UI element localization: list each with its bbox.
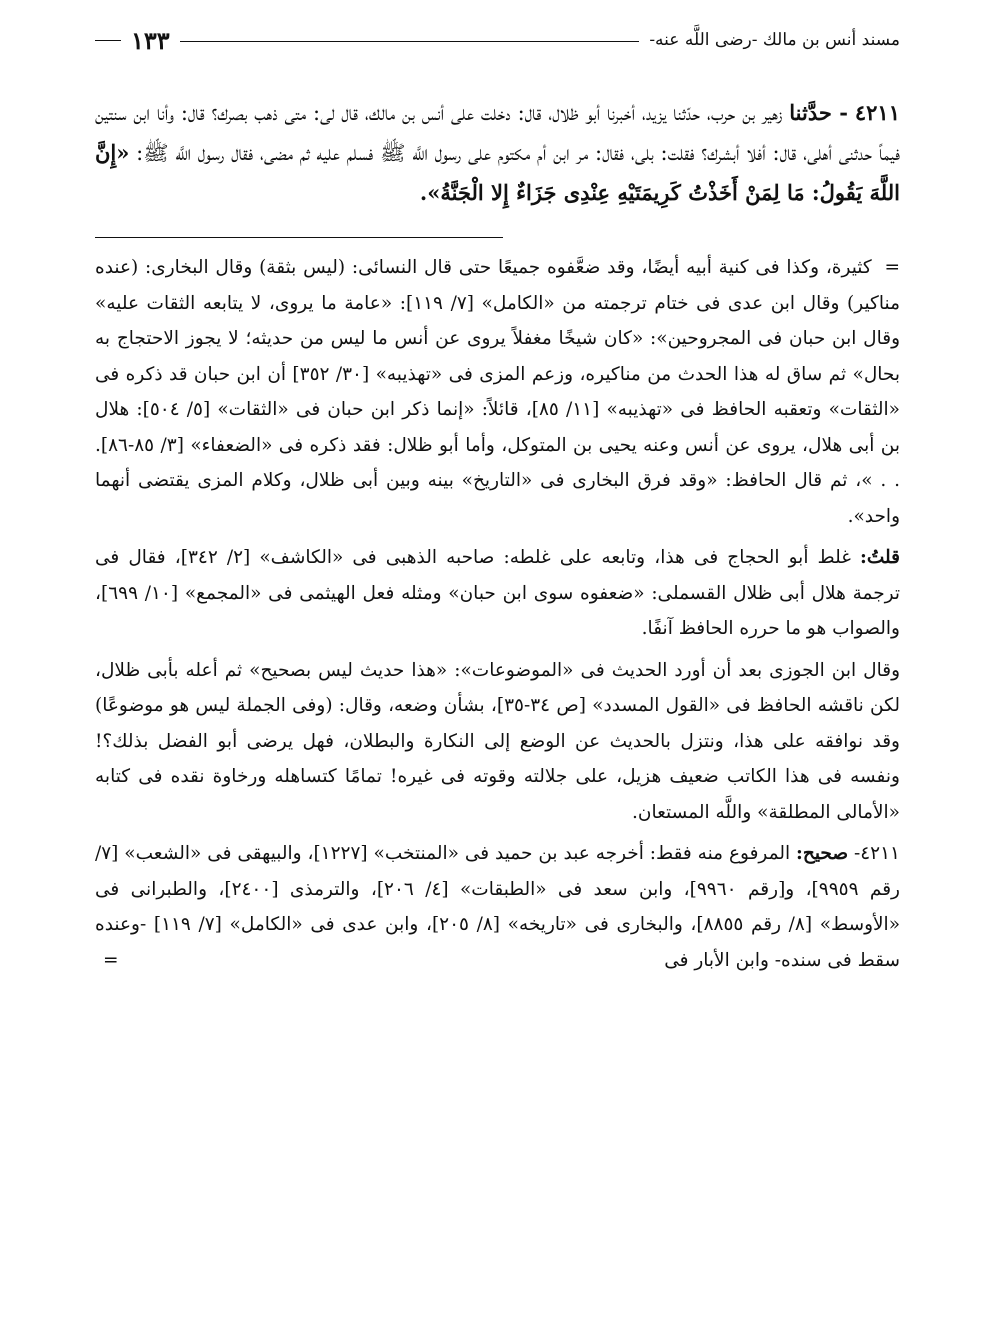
footnote-lead: قلتُ: xyxy=(860,547,900,568)
footnote-text: وقال ابن الجوزى بعد أن أورد الحديث فى «الموضوعات»: «هذا حديث ليس بصحيح» ثم أعله بأبى ظلال، لكن ناقشه الحافظ فى «القول المسدد» [ص ٣٤-٣٥]، بشأن وضعه، وقال: (وفى الجملة ليس هو موضوعًا) وقد نوافقه على هذا، ونتزل بالحديث عن الوضع إلى النكارة والبطلان، فهل يرضى أبو الفضل بذلك؟! ونفسه فى هذا الكاتب ضعيف هزيل، على جلالته وقوته فى غيره! تمامًا كتساهله ورخاوة نقده فى كتابه «الأمالى المطلقة» واللَّه المستعان. xyxy=(95,659,900,823)
continuation-mark: = xyxy=(884,257,900,278)
takhrij-number: ٤٢١١- xyxy=(853,843,900,864)
hadith-text xyxy=(95,93,900,213)
hadith-lead: - حدَّثنا xyxy=(789,100,849,125)
hadith-lead-word: حدَّثنا xyxy=(789,100,832,125)
book-page xyxy=(95,20,900,1320)
footnote-paragraph xyxy=(95,836,900,978)
footnote-text: المرفوع منه فقط: أخرجه عبد بن حميد فى «المنتخب» [١٢٢٧]، والبيهقى فى «الشعب» [٧/ رقم ٩٩٥٩]، و[رقم ٩٩٦٠]، وابن سعد فى «الطبقات» [٤/ ٢٠٦]، والترمذى [٢٤٠٠]، والطبرانى فى «الأوسط» [٨/ رقم ٨٨٥٥]، والبخارى فى «تاريخه» [٨/ ٢٠٥]، وابن عدى فى «الكامل» [٧/ ١١٩] -وعنده سقط فى سنده- وابن الأبار فى xyxy=(95,843,901,971)
footnote-paragraph xyxy=(95,653,900,831)
footnote-separator xyxy=(95,237,503,238)
header-dash xyxy=(95,40,121,41)
footnote-paragraph xyxy=(95,250,900,534)
hadith-chain: زهير بن حرب، حدّثنا يزيد، أخبرنا أبو ظلال، قال: دخلت على أنس بن مالك، قال لى: متى ذهب بصرك؟ قال: وأنا ابن سنتين فيماً حدثنى أهلى، قال: أفلا أبشرك؟ فقلت: بلى، فقال: مر ابن أم مكتوم على رسول اللَّه ﷺ فسلم عليه ثم مضى، فقال رسول اللَّه ﷺ: xyxy=(95,101,900,165)
footnote-paragraph xyxy=(95,540,900,647)
hadith-grade: صحيح: xyxy=(796,843,849,864)
page-number: ١٣٣ xyxy=(131,25,170,55)
page-header xyxy=(95,20,900,60)
hadith-number: ٤٢١١ xyxy=(854,100,900,125)
continuation-mark: = xyxy=(103,949,119,971)
footnote-text: غلط أبو الحجاج فى هذا، وتابعه على غلطه: صاحبه الذهبى فى «الكاشف» [٢/ ٣٤٢]، فقال فى ترجمة هلال أبى ظلال القسملى: «ضعفوه سوى ابن حبان» ومثله فعل الهيثمى فى «المجمع» [١٠/ ٦٩٩]، والصواب هو ما حرره الحافظ آنفًا. xyxy=(95,547,900,639)
hadith-quote: «إِنَّ اللَّهَ يَقُولُ: مَا لِمَنْ أَخَذْتُ كَرِيمَتَيْهِ عِنْدِى جَزَاءٌ إِلا الْجَنَّةُ». xyxy=(95,140,900,205)
footnote-text: كثيرة، وكذا فى كنية أبيه أيضًا، وقد ضعَّفوه جميعًا حتى قال النسائى: (ليس بثقة) وقال البخارى: (عنده مناكير) وقال ابن عدى فى ختام ترجمته من «الكامل» [٧/ ١١٩]: «عامة ما يروى، لا يتابعه الثقات عليه» وقال ابن حبان فى المجروحين»: «كان شيخًا مغفلاً يروى عن أنس ما ليس من حديثه؛ لا يجوز الاحتجاج به بحال» ثم ساق له هذا الحدث من مناكيره، وزعم المزى فى «تهذيبه» [٣٠/ ٣٥٢] أن ابن حبان قد ذكره فى «الثقات» وتعقبه الحافظ فى «تهذيبه» [١١/ ٨٥]، قائلاً: «إنما ذكر ابن حبان فى «الثقات» [٥/ ٥٠٤]: هلال بن أبى هلال، يروى عن أنس وعنه يحيى بن المتوكل، وأما أبو ظلال: فقد ذكره فى «الضعفاء» [٣/ ٨٥-٨٦]. . . »، ثم قال الحافظ: «وقد فرق البخارى فى «التاريخ» بينه وبين أبى ظلال، وكلام المزى يقتضى أنهما واحد». xyxy=(95,257,900,527)
header-rule xyxy=(180,41,640,42)
running-title: مسند أنس بن مالك -رضى اللَّه عنه- xyxy=(649,30,900,50)
footnotes xyxy=(95,250,900,978)
